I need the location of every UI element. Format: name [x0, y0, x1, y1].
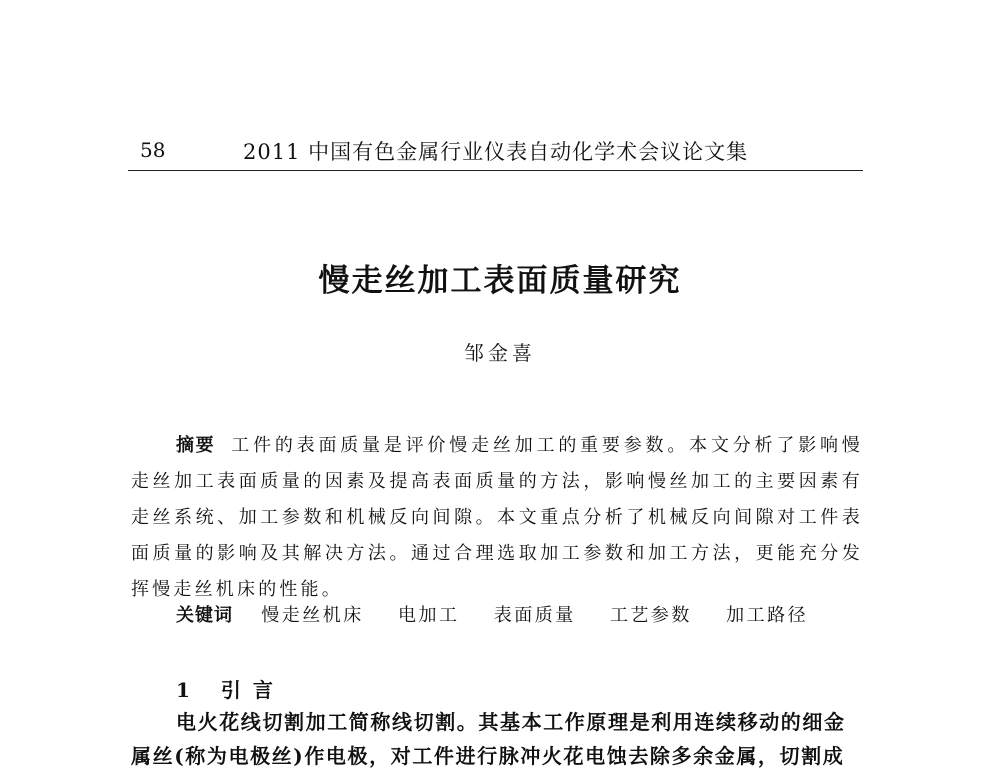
keyword-item: 加工路径: [726, 605, 809, 626]
abstract: [131, 428, 863, 608]
keyword-item: 表面质量: [493, 605, 576, 626]
keywords-label: 关键词: [176, 605, 233, 626]
keywords: [176, 601, 876, 631]
paper-author: 邹金喜: [464, 341, 536, 365]
section-heading: [176, 674, 285, 703]
body-text-line: 电火花线切割加工简称线切割。其基本工作原理是利用连续移动的细金: [176, 710, 846, 734]
section-number: 1: [176, 678, 192, 702]
section-title: 引言: [220, 678, 285, 702]
abstract-text: 工件的表面质量是评价慢走丝加工的重要参数。本文分析了影响慢走丝加工表面质量的因素及提高表面质量的方法，影响慢丝加工的主要因素有走丝系统、加工参数和机械反向间隙。本文重点分析了机械反向间隙对工件表面质量的影响及其解决方法。通过合理选取加工参数和加工方法，更能充分发挥慢走丝机床的性能。: [131, 435, 864, 600]
page-number: 58: [140, 138, 166, 162]
keyword-item: 工艺参数: [609, 605, 692, 626]
paper-title: 慢走丝加工表面质量研究: [318, 263, 682, 299]
keyword-item: 电加工: [397, 605, 460, 626]
abstract-label: 摘要: [176, 435, 216, 456]
proceedings-title: 2011 中国有色金属行业仪表自动化学术会议论文集: [243, 140, 749, 164]
body-text-line: 属丝(称为电极丝)作电极，对工件进行脉冲火花电蚀去除多余金属，切割成: [131, 744, 845, 768]
header-rule: [128, 170, 863, 171]
keyword-item: 慢走丝机床: [261, 605, 364, 626]
